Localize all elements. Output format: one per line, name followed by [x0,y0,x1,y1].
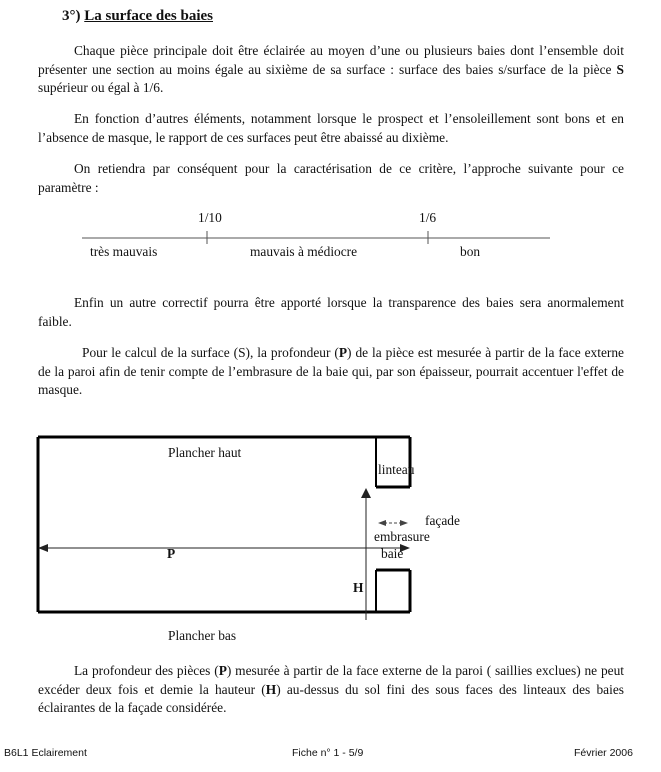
label-depth-p: P [167,546,176,561]
scale-range-very-bad: très mauvais [90,244,158,259]
paragraph-1: Chaque pièce principale doit être éclairée au moyen d’une ou plusieurs baies dont l’ensemble doit présenter une section au moins égale au sixième de sa surface : surface des baies s/surface de la pièce S supérieur ou égal à 1/6. [38,43,624,95]
footer-center: Fiche n° 1 - 5/9 [292,747,364,759]
label-embrasure: embrasure [374,529,430,544]
scale-range-good: bon [460,244,481,259]
section-title: La surface des baies [84,8,213,24]
paragraph-6: La profondeur des pièces (P) mesurée à partir de la face externe de la paroi ( saillies exclues) ne peut excéder deux fois et demie la hauteur (H) au-dessus du sol fini des sous faces des linteaux des baies éclairantes de la façade considérée. [38,663,624,715]
scale-tick-label-1: 1/10 [198,210,222,225]
embrasure-arrow-head-left [378,520,386,526]
footer-right: Février 2006 [574,747,633,759]
paragraph-2: En fonction d’autres éléments, notamment lorsque le prospect et l’ensoleillement sont bons et en l’absence de masque, le rapport de ces surfaces peut être abaissé au dixième. [38,111,624,145]
paragraph-4: Enfin un autre correctif pourra être apporté lorsque la transparence des baies sera anormalement faible. [38,295,624,329]
label-facade: façade [425,513,460,528]
section-number: 3°) [62,8,81,24]
scale-tick-label-2: 1/6 [419,210,437,225]
label-linteau: linteau [378,462,415,477]
label-height-h: H [353,580,364,595]
label-plancher-haut: Plancher haut [168,445,242,460]
footer-left: B6L1 Eclairement [4,747,87,759]
embrasure-arrow-head-right [400,520,408,526]
height-arrow-head-top [361,488,371,498]
paragraph-3: On retiendra par conséquent pour la caractérisation de ce critère, l’approche suivante pour ce paramètre : [38,161,624,195]
label-baie: baie [381,546,404,561]
paragraph-5: Pour le calcul de la surface (S), la profondeur (P) de la pièce est mesurée à partir de la face externe de la paroi afin de tenir compte de l’embrasure de la baie qui, par son épaisseur, pourrait accentuer l'effet de masque. [38,345,624,397]
label-plancher-bas: Plancher bas [168,628,237,643]
scale-range-bad: mauvais à médiocre [250,244,358,259]
